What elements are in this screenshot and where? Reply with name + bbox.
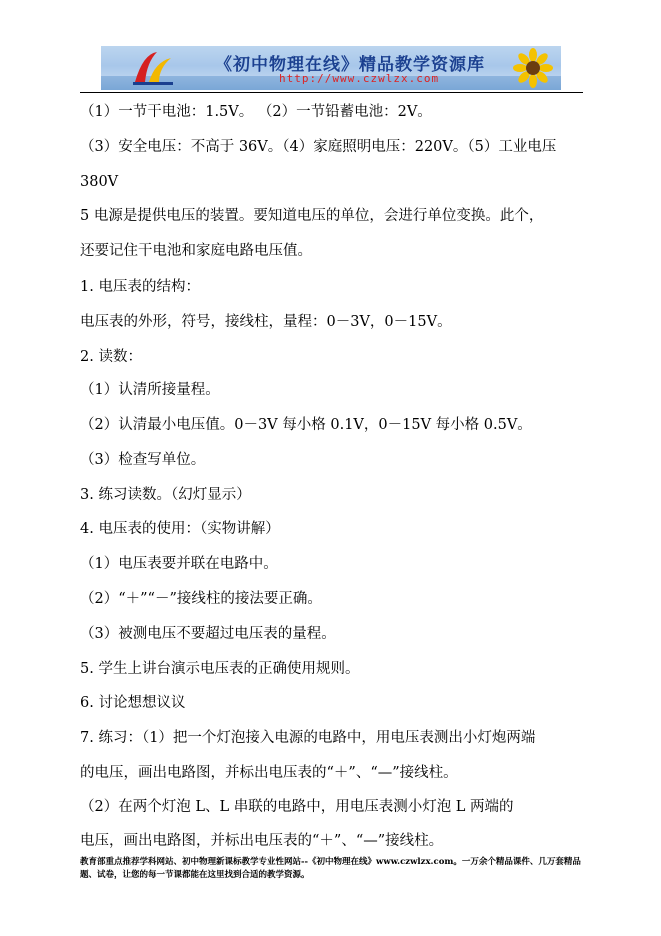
text-line: （1）电压表要并联在电路中。 (80, 556, 278, 572)
sunflower-icon (513, 48, 553, 88)
text-line: 7. 练习：（1）把一个灯泡接入电源的电路中，用电压表测出小灯炮两端 (80, 730, 536, 746)
text-line: 4. 电压表的使用：（实物讲解） (80, 521, 280, 537)
text-line: 还要记住干电池和家庭电路电压值。 (80, 243, 312, 259)
text-line: 电压表的外形，符号，接线柱，量程：0－3V，0－15V。 (80, 314, 452, 330)
text-line: （3）被测电压不要超过电压表的量程。 (80, 626, 336, 642)
footer-note: 教育部重点推荐学科网站、初中物理新课标教学专业性网站--《初中物理在线》www.czwlzx.com。一万余个精品课件、几万套精品题、试卷，让您的每一节课都能在这里找到合适的教学资源。 (80, 857, 581, 880)
text-line: 5 电源是提供电压的装置。要知道电压的单位，会进行单位变换。此个， (80, 208, 544, 224)
text-line: 5. 学生上讲台演示电压表的正确使用规则。 (80, 661, 360, 677)
site-url: http://www.czwlzx.com (279, 72, 440, 85)
site-title: 《初中物理在线》精品教学资源库 (215, 55, 485, 75)
text-line: 电压，画出电路图，并标出电压表的“＋”、“—”接线柱。 (80, 833, 444, 849)
text-line: （1）一节干电池：1.5V。 （2）一节铅蓄电池：2V。 (80, 104, 432, 120)
text-line: （2）认清最小电压值。0－3V 每小格 0.1V，0－15V 每小格 0.5V。 (80, 417, 532, 433)
text-line: （2）在两个灯泡 L、L 串联的电路中，用电压表测小灯泡 L 两端的 (80, 799, 514, 815)
site-logo-icon (131, 48, 177, 88)
text-line: （3）安全电压：不高于 36V。（4）家庭照明电压：220V。（5）工业电压 (80, 139, 557, 155)
text-line: 3. 练习读数。（幻灯显示） (80, 487, 251, 503)
text-line: 2. 读数： (80, 349, 142, 365)
text-line: 1. 电压表的结构： (80, 279, 200, 295)
text-line: 380V (80, 174, 119, 190)
header-banner (101, 46, 561, 90)
text-line: 6. 讨论想想议议 (80, 695, 186, 711)
text-line: 的电压，画出电路图，并标出电压表的“＋”、“—”接线柱。 (80, 765, 458, 781)
header-divider (80, 92, 583, 93)
text-line: （1）认清所接量程。 (80, 382, 220, 398)
text-line: （2）“＋”“－”接线柱的接法要正确。 (80, 591, 322, 607)
text-line: （3）检查写单位。 (80, 452, 206, 468)
